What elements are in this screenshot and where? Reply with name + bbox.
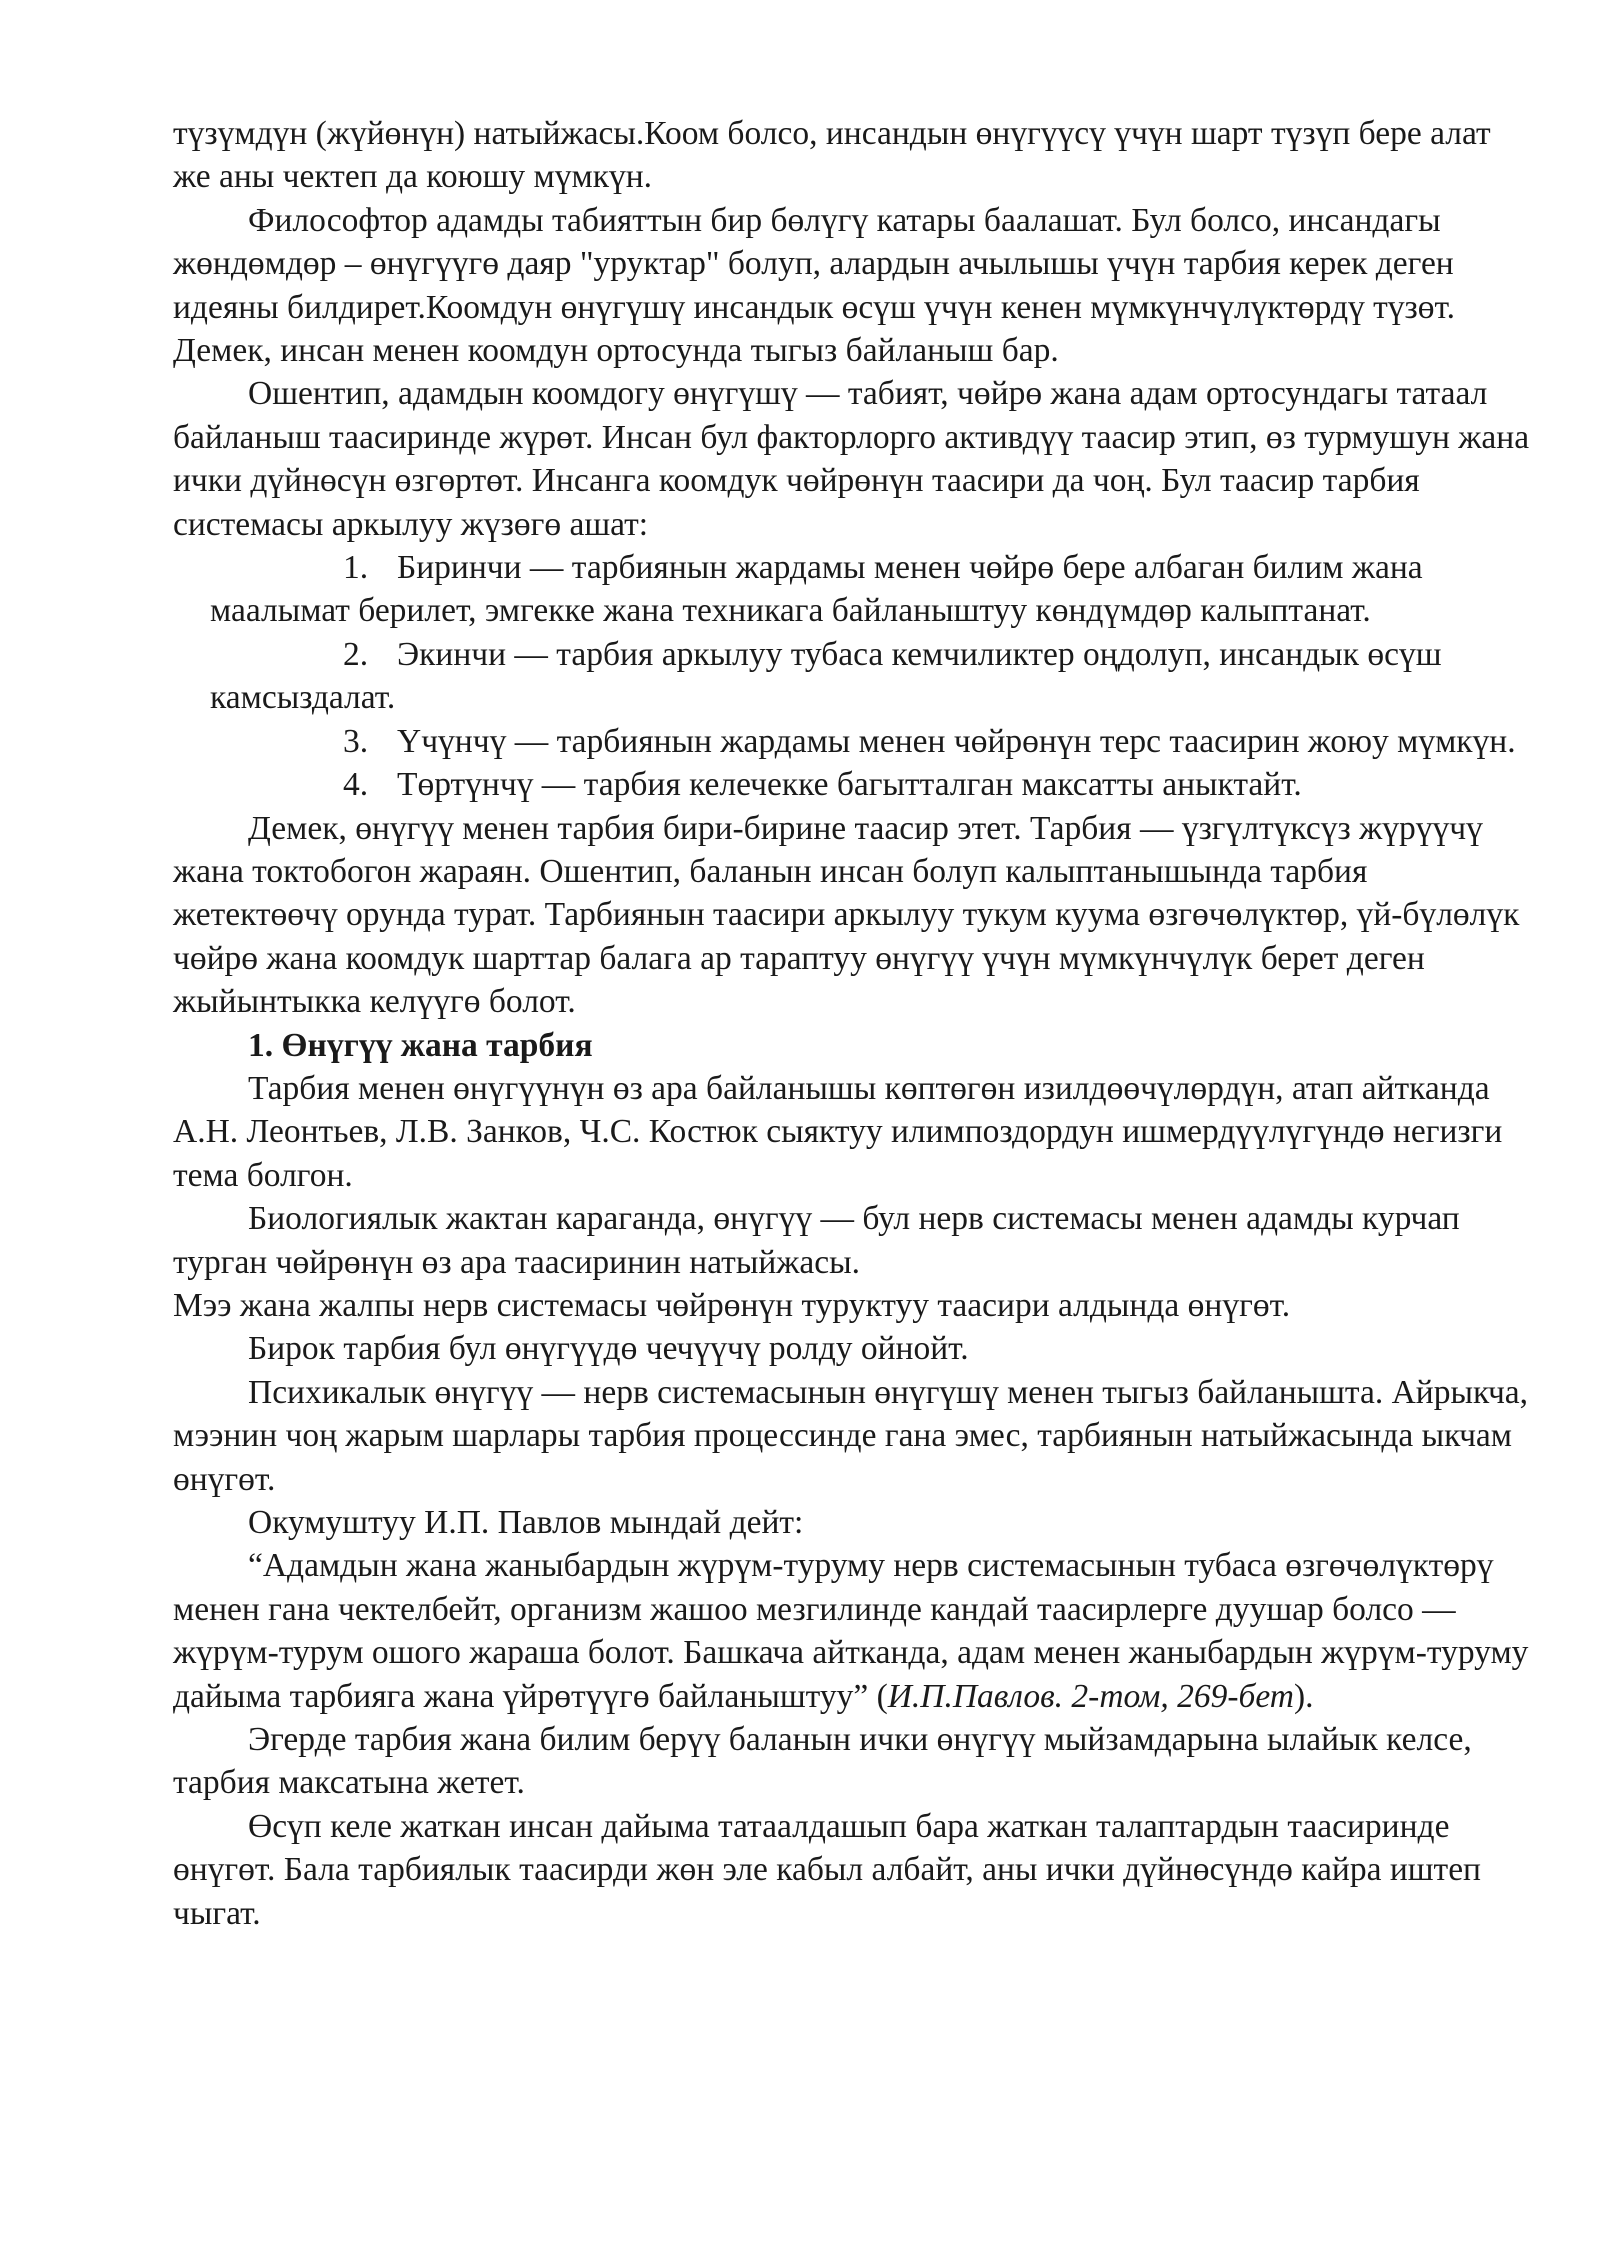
list-number: 1.	[343, 549, 369, 587]
paragraph: Өсүп келе жаткан инсан дайыма татаалдашып бара жаткан талаптардын таасиринде өнүгөт. Бала тарбиялык таасирди жөн эле кабыл албайт, аны ички дүйнөсүндө кайра иштеп чыгат.	[173, 1807, 1481, 1932]
paragraph: Бирок тарбия бул өнүгүүдө чечүүчү ролду ойнойт.	[248, 1330, 969, 1368]
paragraph: Ошентип, адамдын коомдогу өнүгүшү — табият, чөйрө жана адам ортосундагы татаал байланыш таасиринде жүрөт. Инсан бул факторлорго активдүү таасир этип, өз турмушун жана ички дүйнөсүн өзгөртөт. Инсанга коомдук чөйрөнүн таасири да чоң. Бул таасир тарбия системасы аркылуу жүзөгө ашат:	[173, 375, 1530, 543]
document-page	[173, 112, 1535, 1935]
paragraph: Психикалык өнүгүү — нерв системасынын өнүгүшү менен тыгыз байланышта. Айрыкча, мээнин чоң жарым шарлары тарбия процессинде гана эмес, тарбиянын натыйжасында ыкчам өнүгөт.	[173, 1373, 1529, 1498]
list-number: 2.	[343, 635, 369, 673]
paragraph: Эгерде тарбия жана билим берүү баланын ички өнүгүү мыйзамдарына ылайык келсе, тарбия максатына жетет.	[173, 1721, 1472, 1802]
quote-paragraph	[173, 1544, 1535, 1718]
paragraph: Философтор адамды табияттын бир бөлүгү катары баалашат. Бул болсо, инсандагы жөндөмдөр – өнүгүүгө даяр "уруктар" болуп, алардын ачылышы үчүн тарбия керек деген идеяны билдирет.Коомдун өнүгүшү инсандык өсүш үчүн кенен мүмкүнчүлүктөрдү түзөт. Демек, инсан менен коомдун ортосунда тыгыз байланыш бар.	[173, 201, 1455, 370]
quote-citation: И.П.Павлов. 2-том, 269-бет	[887, 1677, 1294, 1715]
quote-text: “Адамдын жана жаныбардын жүрүм-туруму нерв системасынын тубаса өзгөчөлүктөрү менен гана чектелбейт, организм жашоо мезгилинде кандай таасирлерге дуушар болсо — жүрүм-турум ошого жараша болот. Башкача айтканда, адам менен жаныбардын жүрүм-туруму дайыма тарбияга жана үйрөтүүгө байланыштуу” (	[173, 1547, 1529, 1715]
list-item	[173, 546, 1535, 633]
list-item	[173, 763, 1535, 806]
numbered-list	[173, 546, 1535, 806]
paragraph: түзүмдүн (жүйөнүн) натыйжасы.Коом болсо, инсандын өнүгүүсү үчүн шарт түзүп бере алат же аны чектеп да коюшу мүмкүн.	[173, 115, 1491, 196]
list-item-text: Биринчи — тарбиянын жардамы менен чөйрө бере албаган билим жана маалымат берилет, эмгекке жана техникага байланыштуу көндүмдөр калыптанат.	[210, 549, 1423, 630]
paragraph: Мээ жана жалпы нерв системасы чөйрөнүн туруктуу таасири алдында өнүгөт.	[173, 1286, 1291, 1324]
list-number: 4.	[343, 766, 369, 804]
paragraph: Окумуштуу И.П. Павлов мындай дейт:	[248, 1504, 804, 1541]
section-heading: 1. Өнүгүү жана тарбия	[248, 1026, 593, 1064]
quote-close: ).	[1294, 1677, 1314, 1715]
paragraph: Тарбия менен өнүгүүнүн өз ара байланышы көптөгөн изилдөөчүлөрдүн, атап айтканда А.Н. Леонтьев, Л.В. Занков, Ч.С. Костюк сыяктуу илимпоздордун ишмердүүлүгүндө негизги тема болгон.	[173, 1069, 1503, 1194]
list-item-text: Экинчи — тарбия аркылуу тубаса кемчиликтер оңдолуп, инсандык өсүш камсыздалат.	[210, 635, 1442, 717]
list-item	[173, 633, 1535, 720]
list-item-text: Төртүнчү — тарбия келечекке багытталган максатты аныктайт.	[397, 766, 1302, 804]
paragraph: Демек, өнүгүү менен тарбия бири-бирине таасир этет. Тарбия — үзгүлтүксүз жүрүүчү жана токтобогон жараян. Ошентип, баланын инсан болуп калыптанышында тарбия жетектөөчү орунда турат. Тарбиянын таасири аркылуу тукум куума өзгөчөлүктөр, үй-бүлөлүк чөйрө жана коомдук шарттар балага ар тараптуу өнүгүү үчүн мүмкүнчүлүк берет деген жыйынтыкка келүүгө болот.	[173, 809, 1520, 1021]
list-item	[173, 720, 1535, 763]
list-number: 3.	[343, 722, 369, 760]
paragraph: Биологиялык жактан караганда, өнүгүү — бул нерв системасы менен адамды курчап турган чөйрөнүн өз ара таасиринин натыйжасы.	[173, 1200, 1460, 1281]
list-item-text: Үчүнчү — тарбиянын жардамы менен чөйрөнүн терс таасирин жоюу мүмкүн.	[397, 722, 1516, 760]
